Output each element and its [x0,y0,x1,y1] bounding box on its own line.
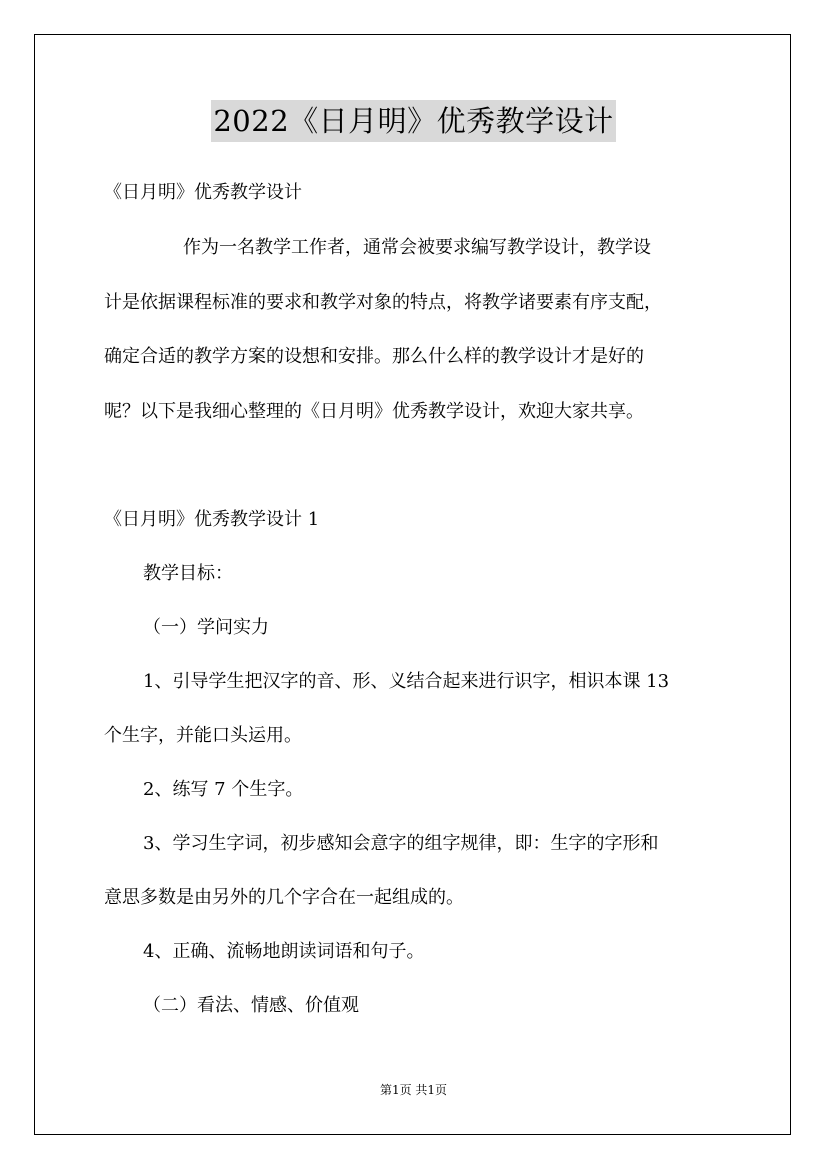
objectives-label: 教学目标： [143,563,233,584]
item4: 4、正确、流畅地朗读词语和句子。 [143,941,425,962]
intro-line-4: 呢？以下是我细心整理的《日月明》优秀教学设计，欢迎大家共享。 [104,401,644,422]
part1-heading: （一）学问实力 [143,617,269,638]
item3-line-2: 意思多数是由另外的几个字合在一起组成的。 [104,887,464,908]
section-heading: 《日月明》优秀教学设计 1 [104,509,320,530]
item2: 2、练写 7 个生字。 [143,779,304,800]
document-title: 2022《日月明》优秀教学设计 [211,100,615,142]
item1-line-1: 1、引导学生把汉字的音、形、义结合起来进行识字，相识本课 13 [143,671,670,692]
document-subtitle: 《日月明》优秀教学设计 [104,182,302,203]
title-container [0,100,827,142]
intro-line-3: 确定合适的教学方案的设想和安排。那么什么样的教学设计才是好的 [104,346,644,367]
item1-line-2: 个生字，并能口头运用。 [104,725,302,746]
page-number-footer: 第1页 共1页 [379,1083,448,1097]
part2-heading: （二）看法、情感、价值观 [143,995,359,1016]
item3-line-1: 3、学习生字词，初步感知会意字的组字规律，即：生字的字形和 [143,833,659,854]
intro-line-1: 作为一名教学工作者，通常会被要求编写教学设计，教学设 [183,237,651,258]
intro-line-2: 计是依据课程标准的要求和教学对象的特点，将教学诸要素有序支配， [104,292,662,313]
